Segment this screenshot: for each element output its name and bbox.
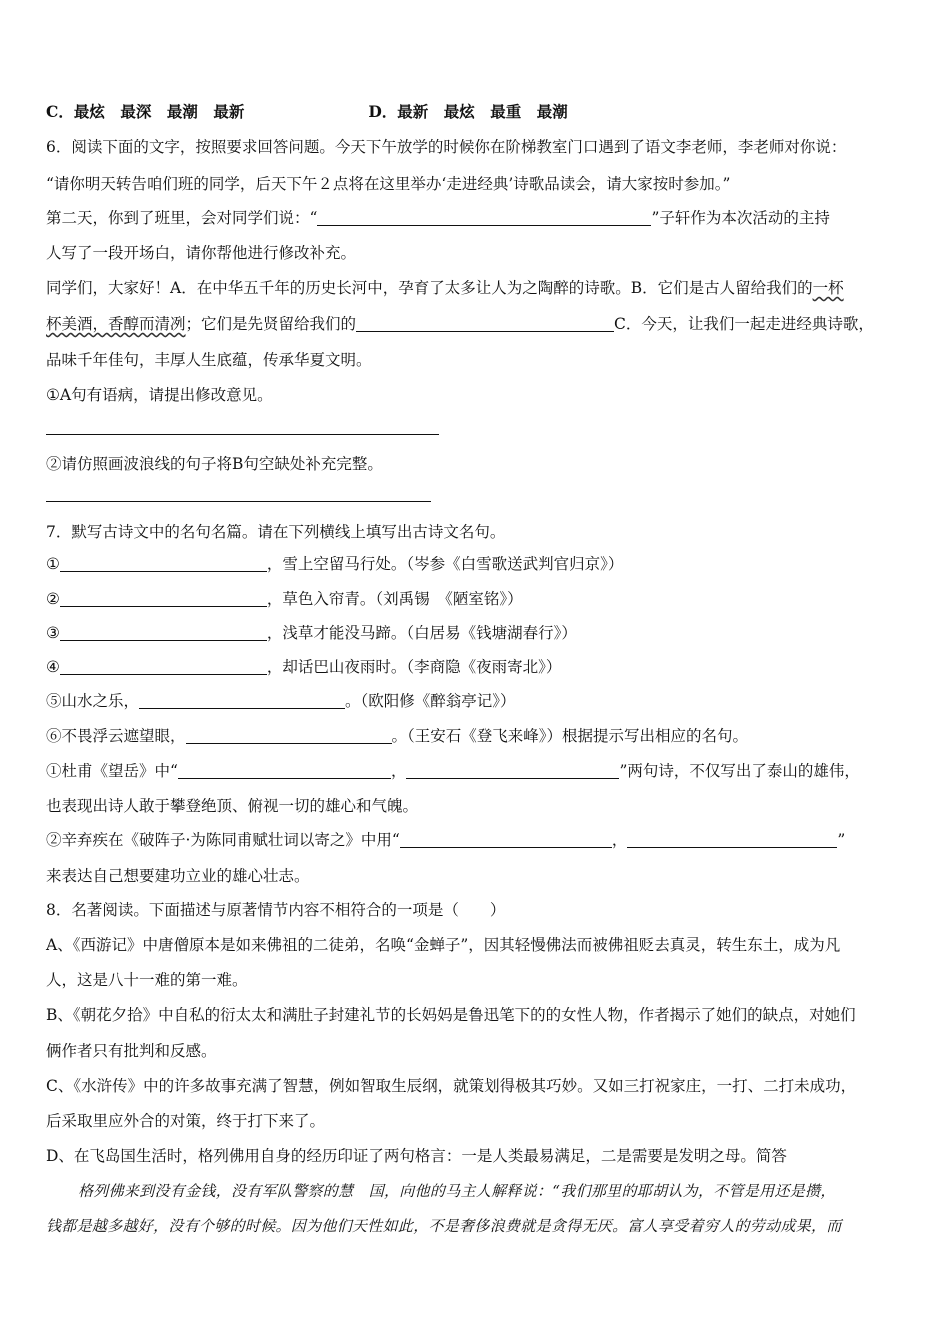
q7-item-3-blank[interactable] <box>60 624 267 641</box>
q6-speech-text-1: 同学们，大家好！A．在中华五千年的历史长河中，孕育了太多让人为之陶醉的诗歌。B．它们是古人留给我们的 <box>46 279 813 297</box>
q7-item-2 <box>46 588 906 610</box>
q6-task-2-answer-line[interactable] <box>46 501 431 502</box>
q7-item-1-blank[interactable] <box>60 555 267 572</box>
q6-intro: 6．阅读下面的文字，按照要求回答问题。今天下午放学的时候你在阶梯教室门口遇到了语文李老师，李老师对你说： <box>46 138 847 156</box>
q7-item-4-text: ，却话巴山夜雨时。（李商隐《夜雨寄北》） <box>266 658 562 676</box>
q6-task-2: ②请仿照画波浪线的句子将B句空缺处补充完整。 <box>46 455 383 473</box>
q6-speech-text-2: ；它们是先贤留给我们的 <box>185 315 357 333</box>
q7-item-3 <box>46 622 906 644</box>
q7-item-5 <box>46 690 906 712</box>
q6-speech-line-3: 品味千年佳句，丰厚人生底蕴，传承华夏文明。 <box>46 351 372 369</box>
q6-wavy-text-2: 杯美酒，香醇而清冽 <box>46 315 186 333</box>
q7-du-fu-note: 也表现出诗人敢于攀登绝顶、俯视一切的雄心和气魄。 <box>46 797 419 815</box>
q7-item-2-number: ② <box>46 590 60 608</box>
q6-relay-blank[interactable] <box>317 209 651 226</box>
q6-next-day-line <box>46 207 906 229</box>
q7-item-1 <box>46 553 906 575</box>
q7-item-1-text: ，雪上空留马行处。（岑参《白雪歌送武判官归京》） <box>266 555 624 573</box>
q6-task-1-answer-line[interactable] <box>46 434 439 435</box>
q7-item-5-prefix: ⑤山水之乐， <box>46 692 140 710</box>
q6-speech-line-2 <box>46 313 906 335</box>
q6-speech-text-3: C．今天，让我们一起走进经典诗歌， <box>614 315 874 333</box>
q8-passage-line-2: 钱都是越多越好，没有个够的时候。因为他们天性如此，不是奢侈浪费就是贪得无厌。富人享受着穷人的劳动成果，而 <box>46 1217 842 1235</box>
q6-b-sentence-blank[interactable] <box>356 315 614 332</box>
q7-item-6-suffix: 。（王安石《登飞来峰》）根据提示写出相应的名句。 <box>391 727 749 745</box>
q7-item-6-blank[interactable] <box>186 727 392 744</box>
q7-intro: 7．默写古诗文中的名句名篇。请在下列横线上填写出古诗文名句。 <box>46 523 506 541</box>
q7-item-3-text: ，浅草才能没马蹄。（白居易《钱塘湖春行》） <box>266 624 577 642</box>
q7-item-4-number: ④ <box>46 658 60 676</box>
q7-du-fu-prefix: ①杜甫《望岳》中“ <box>46 762 178 780</box>
q8-option-a-line-2: 人，这是八十一难的第一难。 <box>46 971 248 989</box>
q6-teacher-quote: “请你明天转告咱们班的同学，后天下午２点将在这里举办‘走进经典’诗歌品读会，请大家按时参加。” <box>46 175 731 193</box>
q8-option-b-line-2: 俩作者只有批判和反感。 <box>46 1042 217 1060</box>
q8-option-b-line-1: B、《朝花夕拾》中自私的衍太太和满肚子封建礼节的长妈妈是鲁迅笔下的的女性人物，作者揭示了她们的缺点，对她们 <box>46 1006 856 1024</box>
q8-intro: 8．名著阅读。下面描述与原著情节内容不相符合的一项是（ ） <box>46 901 506 919</box>
q6-next-day-suffix: ”子轩作为本次活动的主持 <box>651 209 830 227</box>
q7-xin-note: 来表达自己想要建功立业的雄心壮志。 <box>46 867 310 885</box>
q7-xin-comma: ， <box>611 831 628 849</box>
q8-option-c-line-1: C、《水浒传》中的许多故事充满了智慧，例如智取生辰纲，就策划得极其巧妙。又如三打祝家庄，一打、二打未成功， <box>46 1077 857 1095</box>
q7-item-5-blank[interactable] <box>139 692 345 709</box>
q5-option-c: C．最炫 最深 最潮 最新 <box>46 102 245 121</box>
q7-item-6-prefix: ⑥不畏浮云遮望眼， <box>46 727 186 745</box>
q8-option-d-line: D、在飞岛国生活时，格列佛用自身的经历印证了两句格言：一是人类最易满足，二是需要是发明之母。简答 <box>46 1147 787 1165</box>
q6-task-1: ①A句有语病，请提出修改意见。 <box>46 386 273 404</box>
q7-item-2-text: ，草色入帘青。（刘禹锡 《陋室铭》） <box>266 590 523 608</box>
q6-next-day-prefix: 第二天，你到了班里，会对同学们说：“ <box>46 209 318 227</box>
q7-du-fu-suffix: ”两句诗，不仅写出了泰山的雄伟， <box>619 762 860 780</box>
q7-du-fu-blank-1[interactable] <box>178 762 391 779</box>
q7-item-5-suffix: 。（欧阳修《醉翁亭记》） <box>345 692 516 710</box>
q8-option-a-line-1: A、《西游记》中唐僧原本是如来佛祖的二徒弟，名唤“金蝉子”，因其轻慢佛法而被佛祖贬去真灵，转生东土，成为凡 <box>46 936 841 954</box>
q7-item-1-number: ① <box>46 555 60 573</box>
q8-passage-line-1: 格列佛来到没有金钱，没有军队警察的慧 国，向他的马主人解释说：“我们那里的耶胡认为，不管是用还是攒， <box>78 1182 836 1200</box>
q5-option-d: D．最新 最炫 最重 最潮 <box>368 102 568 121</box>
q7-item-2-blank[interactable] <box>60 590 267 607</box>
q8-option-c-line-2: 后采取里应外合的对策，终于打下来了。 <box>46 1112 326 1130</box>
q7-du-fu-line <box>46 760 906 782</box>
q7-item-4-blank[interactable] <box>60 658 267 675</box>
q6-speech-line-1 <box>46 277 906 299</box>
q5-options-row <box>46 101 906 123</box>
q6-wavy-text-1: 一杯 <box>812 279 844 297</box>
q7-xin-line <box>46 829 906 851</box>
q7-xin-suffix: ” <box>837 831 846 849</box>
q7-du-fu-comma: ， <box>390 762 407 780</box>
q7-du-fu-blank-2[interactable] <box>406 762 619 779</box>
q6-host-line: 人写了一段开场白，请你帮他进行修改补充。 <box>46 244 357 262</box>
q7-item-6 <box>46 725 906 747</box>
q7-xin-blank-2[interactable] <box>627 831 837 848</box>
q7-item-4 <box>46 656 906 678</box>
q7-xin-blank-1[interactable] <box>400 831 612 848</box>
q7-xin-prefix: ②辛弃疾在《破阵子·为陈同甫赋壮词以寄之》中用“ <box>46 831 400 849</box>
q7-item-3-number: ③ <box>46 624 60 642</box>
